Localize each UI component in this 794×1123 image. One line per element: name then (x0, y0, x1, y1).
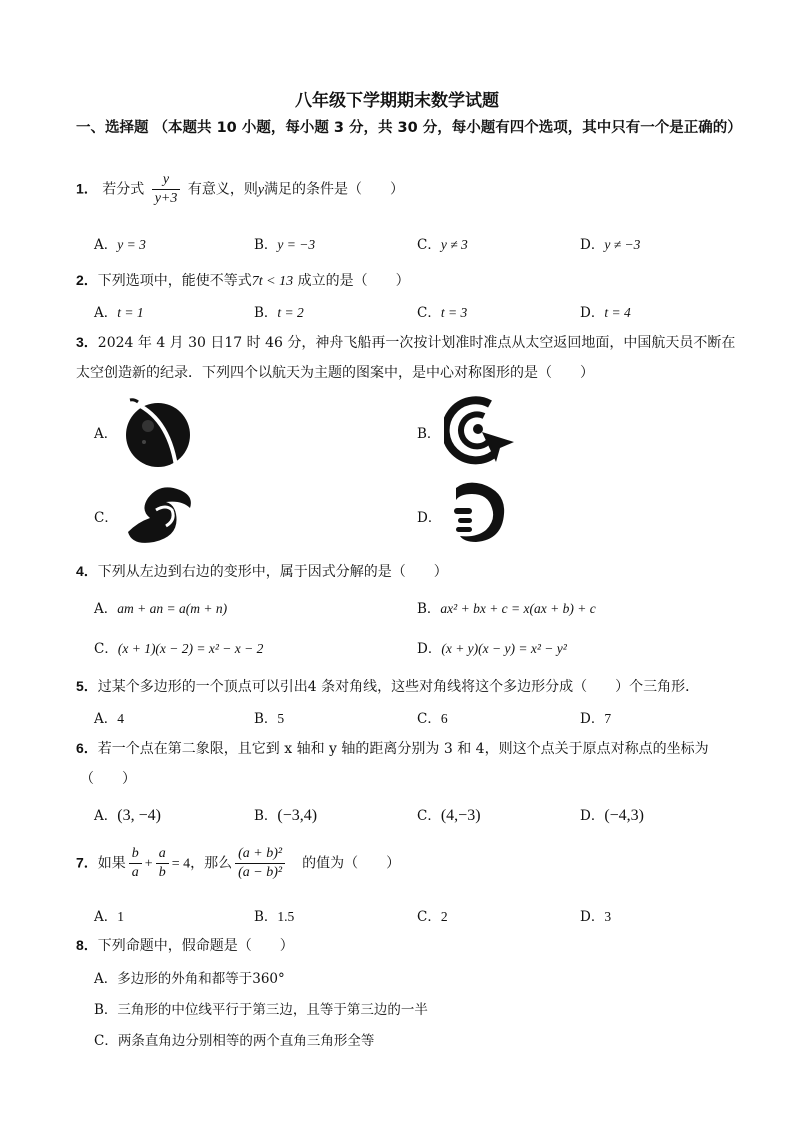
option-a[interactable]: A．多边形的外角和都等于360° (94, 971, 285, 987)
fraction-denominator: y+3 (154, 191, 178, 206)
option-d[interactable]: D．7 (580, 711, 612, 727)
option-b[interactable]: B．y = −3 (254, 237, 316, 253)
option-b[interactable]: B．t = 2 (254, 305, 304, 321)
question-number: 8． (76, 937, 98, 953)
figure-a-planet-icon (118, 396, 198, 470)
fraction: $\frac{\text{(a + b)²}}{\text{(a − b)²}}$ (235, 845, 285, 882)
question-text: 2024 年 4 月 30 日17 时 46 分，神舟飞船再一次按计划准时准点从太空返回地面，中国航天员不断在 (97, 335, 736, 351)
question-text: 成立的是（ ） (297, 273, 410, 289)
option-d[interactable]: D．(−4,3) (580, 807, 645, 824)
figure-d-brush-icon (446, 478, 512, 548)
question-number: 4． (76, 563, 98, 579)
question-number: 3． (76, 334, 98, 350)
fraction: $\frac{b}{a}$ (129, 845, 142, 882)
option-a[interactable]: A．1 (94, 909, 124, 925)
option-c[interactable]: C． (94, 510, 118, 526)
question-1 (76, 171, 404, 208)
question-number: 1． (76, 180, 98, 197)
figure-c-swirl-icon (120, 482, 200, 548)
option-b[interactable]: B．(−3,4) (254, 807, 318, 824)
option-c[interactable]: C．(4,−3) (417, 807, 481, 824)
question-4 (76, 561, 448, 581)
option-c[interactable]: C．2 (417, 909, 448, 925)
section-heading: 一、选择题 （本题共 10 小题，每小题 3 分，共 30 分，每小题有四个选项，其中只有一个是正确的） (76, 120, 742, 136)
option-c[interactable]: C．t = 3 (417, 305, 468, 321)
question-text: 有意义，则 (187, 181, 258, 198)
option-a[interactable]: A．am + an = a(m + n) (94, 601, 228, 617)
option-a[interactable]: A．(3, −4) (94, 807, 161, 824)
question-text: 下列选项中，能使不等式 (97, 273, 252, 289)
question-text: 过某个多边形的一个顶点可以引出4 条对角线，这些对角线将这个多边形分成（ ）个三角形． (97, 679, 700, 695)
fraction (152, 171, 181, 208)
figure-b-spiral-arrow-icon (444, 396, 520, 466)
fraction: $\frac{a}{b}$ (156, 845, 169, 882)
question-text: ，那么 (190, 855, 233, 872)
question-number: 6． (76, 740, 98, 756)
option-a[interactable]: A．4 (94, 711, 124, 727)
option-math: y ≠ 3 (440, 237, 468, 252)
fraction-numerator: y (152, 171, 181, 190)
option-b[interactable]: B．三角形的中位线平行于第三边，且等于第三边的一半 (94, 1002, 428, 1018)
question-text: 若分式 (102, 181, 145, 198)
option-d[interactable]: D． (417, 510, 442, 526)
option-c[interactable]: C．6 (417, 711, 448, 727)
question-3-line-2: 太空创造新的纪录．下列四个以航天为主题的图案中，是中心对称图形的是（ ） (76, 365, 594, 381)
question-5 (76, 676, 699, 696)
question-text: 如果 (97, 855, 126, 872)
option-b[interactable]: B． (417, 426, 441, 442)
question-3 (76, 332, 735, 352)
question-number: 7． (76, 854, 98, 871)
option-d[interactable]: D．y ≠ −3 (580, 237, 641, 253)
question-7: 7．如果 $\frac{b}{a}$ + $\frac{a}{b}$ = 4，那么 $\frac{\text{(a + b)²}}{\text{(a − b)²}}$ 的值为（ ） (76, 846, 401, 880)
option-c[interactable]: C．两条直角边分别相等的两个直角三角形全等 (94, 1033, 375, 1049)
option-a[interactable]: A．y = 3 (94, 237, 146, 253)
question-text: 下列从左边到右边的变形中，属于因式分解的是（ ） (97, 564, 448, 580)
math-inequality: 7t < 13 (251, 274, 294, 289)
question-number: 5． (76, 678, 98, 694)
page-title: 八年级下学期期末数学试题 (295, 91, 499, 111)
question-8 (76, 935, 294, 955)
option-d[interactable]: D．(x + y)(x − y) = x² − y² (417, 641, 567, 657)
option-b[interactable]: B．1.5 (254, 909, 295, 925)
option-math: y ≠ −3 (604, 237, 641, 252)
option-b[interactable]: B．ax² + bx + c = x(ax + b) + c (417, 601, 596, 617)
option-c[interactable]: C．y ≠ 3 (417, 237, 468, 253)
option-math: y = −3 (277, 237, 316, 252)
option-b[interactable]: B．5 (254, 711, 285, 727)
option-a[interactable]: A．t = 1 (94, 305, 144, 321)
question-text: 若一个点在第二象限，且它到 x 轴和 y 轴的距离分别为 3 和 4，则这个点关于原点对称点的坐标为 (97, 741, 709, 757)
option-math: y = 3 (117, 237, 146, 252)
question-6 (76, 738, 709, 758)
question-6-line-2: （ ） (80, 771, 136, 787)
question-2 (76, 270, 410, 290)
math-variable: y (257, 182, 265, 198)
question-text: 下列命题中，假命题是（ ） (97, 938, 294, 954)
option-a[interactable]: A． (94, 426, 118, 442)
option-d[interactable]: D．3 (580, 909, 612, 925)
question-number: 2． (76, 272, 98, 288)
question-text: 的值为（ ） (302, 855, 401, 872)
option-c[interactable]: C．(x + 1)(x − 2) = x² − x − 2 (94, 641, 264, 657)
question-text: 满足的条件是（ ） (264, 181, 405, 198)
option-d[interactable]: D．t = 4 (580, 305, 631, 321)
